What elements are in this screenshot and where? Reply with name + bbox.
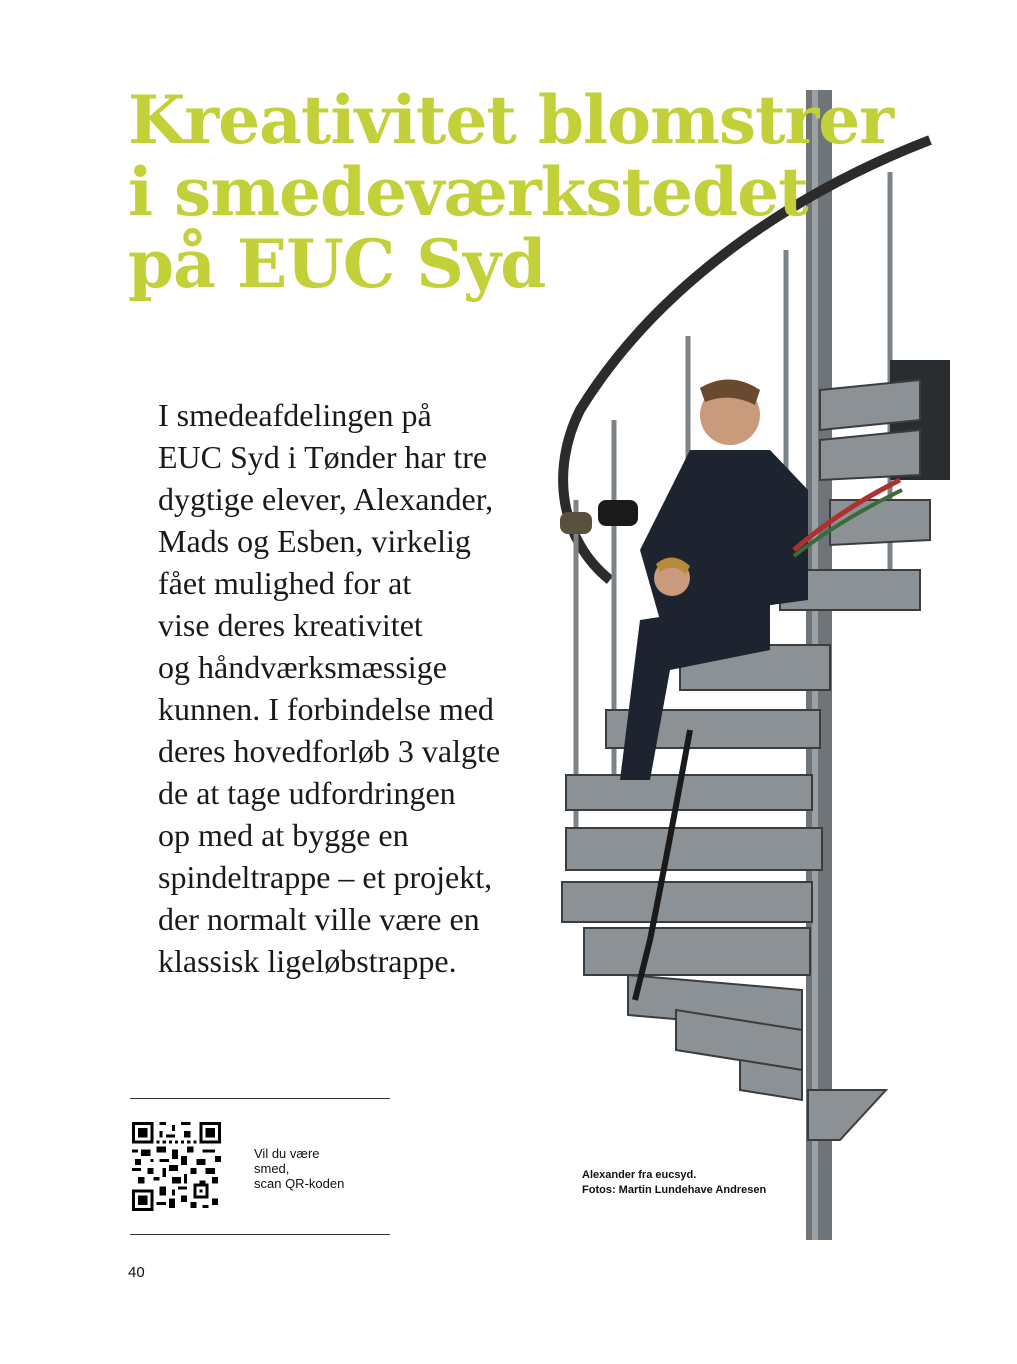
intro-line: Mads og Esben, virkelig: [158, 523, 471, 559]
intro-paragraph: [158, 394, 558, 982]
divider-bottom: [130, 1234, 390, 1235]
page-number: 40: [128, 1264, 145, 1281]
intro-line: I smedeafdelingen på: [158, 397, 432, 433]
headline-line-2: i smedeværkstedet: [128, 153, 808, 231]
qr-text-line: Vil du være: [254, 1146, 320, 1161]
caption-line: Alexander fra eucsyd.: [582, 1169, 697, 1181]
intro-line: op med at bygge en: [158, 817, 409, 853]
intro-line: og håndværksmæssige: [158, 649, 447, 685]
intro-line: spindeltrappe – et projekt,: [158, 859, 493, 895]
photo-caption: [582, 1168, 842, 1198]
headline-line-1: Kreativitet blomstrer: [128, 81, 894, 159]
intro-line: klassisk ligeløbstrappe.: [158, 943, 457, 979]
intro-line: der normalt ville være en: [158, 901, 480, 937]
caption-credit: Fotos: Martin Lundehave Andresen: [582, 1184, 767, 1196]
intro-line: kunnen. I forbindelse med: [158, 691, 494, 727]
divider-top: [130, 1098, 390, 1099]
intro-line: fået mulighed for at: [158, 565, 412, 601]
intro-line: deres hovedforløb 3 valgte: [158, 733, 501, 769]
intro-line: de at tage udfordringen: [158, 775, 456, 811]
qr-text-line: smed,: [254, 1161, 290, 1176]
qr-text-line: scan QR-koden: [254, 1176, 345, 1191]
intro-line: EUC Syd i Tønder har tre: [158, 439, 488, 475]
intro-line: vise deres kreativitet: [158, 607, 423, 643]
intro-line: dygtige elever, Alexander,: [158, 481, 494, 517]
headline: [128, 81, 948, 303]
headline-line-3: på EUC Syd: [128, 225, 546, 303]
qr-code[interactable]: [132, 1122, 221, 1211]
qr-call-to-action: [254, 1146, 374, 1191]
